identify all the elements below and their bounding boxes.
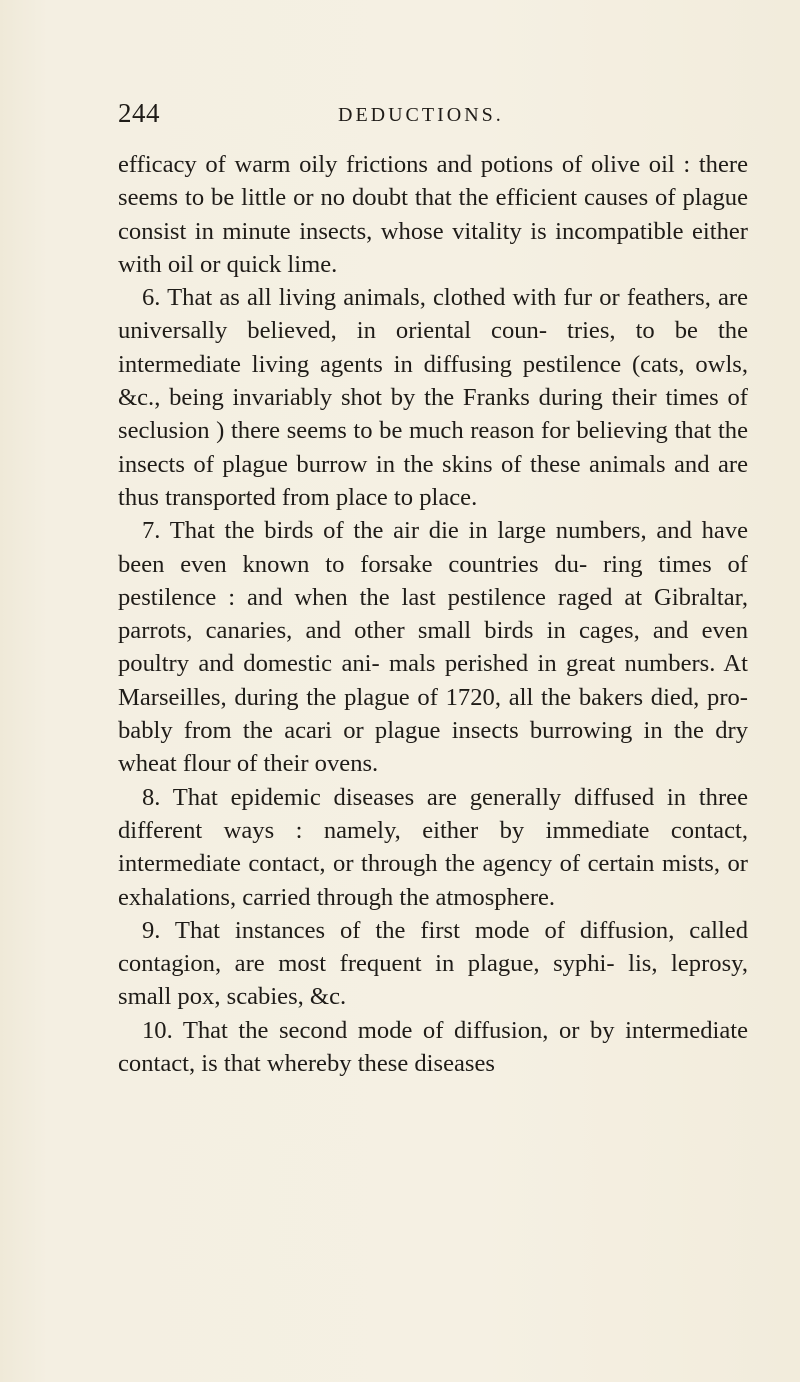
page-header (118, 98, 718, 134)
paragraph-continuation: efficacy of warm oily frictions and potions of olive oil : there seems to be little or no doubt that the efficient causes of plague consist in minute insects, whose vitality is incompatible either with oil or quick lime. (118, 151, 748, 278)
body-text (118, 148, 748, 1080)
paragraph-7: 7. That the birds of the air die in large numbers, and have been even known to forsake countries du- ring times of pestilence : and when the last pestilence raged at Gibraltar, parrots, canaries, and other small birds in cages, and even poultry and domestic ani- mals perished in great numbers. At Marseilles, during the plague of 1720, all the bakers died, pro- bably from the acari or plague insects burrowing in the dry wheat flour of their ovens. (118, 517, 748, 778)
paragraph-6: 6. That as all living animals, clothed with fur or feathers, are universally believed, in oriental coun- tries, to be the intermediate living agents in diffusing pestilence (cats, owls, &c., being invariably shot by the Franks during their times of seclusion ) there seems to be much reason for believing that the insects of plague burrow in the skins of these animals and are thus transported from place to place. (118, 284, 748, 511)
paragraph-8: 8. That epidemic diseases are generally diffused in three different ways : namely, either by immediate contact, intermediate contact, or through the agency of certain mists, or exhalations, carried through the atmosphere. (118, 783, 748, 911)
page-number: 244 (118, 98, 160, 128)
paragraph-10: 10. That the second mode of diffusion, or by intermediate contact, is that whereby these diseases (118, 1016, 748, 1078)
paragraph-9: 9. That instances of the first mode of diffusion, called contagion, are most frequent in plague, syphi- lis, leprosy, small pox, scabies, &c. (118, 916, 748, 1011)
running-head: DEDUCTIONS. (338, 104, 504, 126)
